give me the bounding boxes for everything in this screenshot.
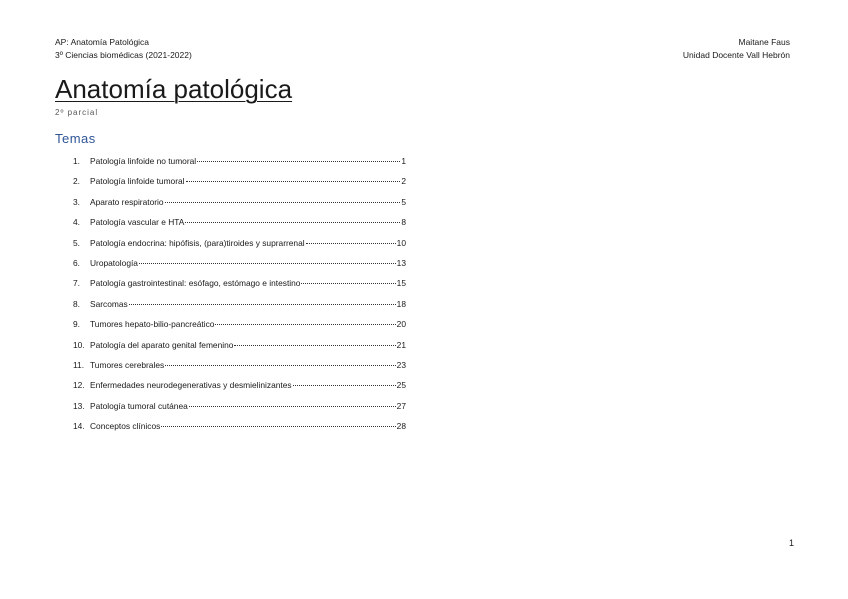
toc-entry[interactable] (73, 299, 406, 319)
toc-leader-dots (189, 406, 396, 407)
toc-entry-label[interactable]: Patología del aparato genital femenino (90, 339, 234, 350)
toc-leader-dots (197, 161, 400, 162)
toc-entry-page[interactable]: 23 (396, 359, 406, 370)
toc-entry[interactable] (73, 258, 406, 278)
toc-leader-dots (293, 385, 396, 386)
document-title: Anatomía patológica (55, 74, 293, 104)
toc-entry-label[interactable]: Patología endocrina: hipófisis, (para)tiroides y suprarrenal (90, 237, 305, 248)
toc-entry-label[interactable]: Enfermedades neurodegenerativas y desmielinizantes (90, 380, 292, 391)
toc-entry-page[interactable]: 18 (396, 298, 406, 309)
toc-leader-dots (234, 345, 395, 346)
toc-entry-page[interactable]: 1 (401, 156, 406, 166)
toc-entry-label[interactable]: Patología tumoral cutánea (90, 400, 188, 411)
toc-entry-number: 3. (73, 196, 80, 207)
toc-entry-page[interactable]: 10 (396, 237, 406, 248)
toc-entry-number: 12. (73, 380, 85, 391)
toc-entry-label[interactable]: Uropatología (90, 257, 138, 268)
toc-entry-page[interactable]: 15 (396, 278, 406, 289)
toc-entry-number: 8. (73, 298, 80, 309)
toc-entry[interactable] (73, 340, 406, 360)
toc-entry-number: 5. (73, 237, 80, 248)
section-heading: Temas (55, 131, 96, 146)
toc-entry[interactable] (73, 278, 406, 298)
toc-entry-page[interactable]: 28 (396, 421, 406, 432)
author-name: Maitane Faus (738, 37, 790, 47)
header-left (55, 36, 192, 62)
table-of-contents (73, 156, 406, 441)
toc-entry[interactable] (73, 176, 406, 196)
toc-leader-dots (301, 283, 395, 284)
toc-entry[interactable] (73, 319, 406, 339)
toc-leader-dots (165, 365, 396, 366)
toc-leader-dots (165, 202, 401, 203)
toc-entry[interactable] (73, 217, 406, 237)
teaching-unit: Unidad Docente Vall Hebrón (682, 50, 790, 60)
toc-leader-dots (306, 243, 396, 244)
toc-entry[interactable] (73, 401, 406, 421)
toc-entry-page[interactable]: 2 (401, 176, 406, 187)
toc-entry-number: 7. (73, 278, 80, 289)
toc-leader-dots (139, 263, 396, 264)
toc-leader-dots (185, 222, 400, 223)
toc-leader-dots (129, 304, 396, 305)
toc-entry-number: 6. (73, 257, 80, 268)
toc-entry-number: 13. (73, 400, 85, 411)
toc-entry-number: 9. (73, 319, 80, 330)
toc-entry-number: 2. (73, 176, 80, 187)
toc-entry-number: 11. (73, 359, 85, 370)
toc-entry-label[interactable]: Aparato respiratorio (90, 196, 164, 207)
toc-entry-label[interactable]: Tumores cerebrales (90, 359, 165, 370)
toc-entry-page[interactable]: 21 (396, 339, 406, 350)
toc-entry-label[interactable]: Patología gastrointestinal: esófago, estómago e intestino (90, 278, 301, 289)
page-number: 1 (788, 538, 794, 548)
document-subtitle: 2º parcial (55, 108, 99, 117)
toc-entry[interactable] (73, 360, 406, 380)
toc-leader-dots (161, 426, 395, 427)
toc-entry-page[interactable]: 8 (401, 217, 406, 228)
toc-entry-label[interactable]: Patología linfoide no tumoral (90, 156, 197, 166)
toc-entry[interactable] (73, 238, 406, 258)
toc-entry-number: 10. (73, 339, 85, 350)
toc-leader-dots (215, 324, 395, 325)
course-name: AP: Anatomía Patológica (55, 37, 150, 47)
course-year: 3º Ciencias biomédicas (2021-2022) (55, 50, 192, 60)
toc-entry-label[interactable]: Sarcomas (90, 298, 128, 309)
toc-entry-page[interactable]: 27 (396, 400, 406, 411)
header-right (683, 36, 790, 62)
toc-entry-page[interactable]: 5 (401, 196, 406, 207)
toc-entry[interactable] (73, 156, 406, 176)
toc-entry[interactable] (73, 421, 406, 441)
toc-entry[interactable] (73, 380, 406, 400)
toc-entry-page[interactable]: 13 (396, 257, 406, 268)
toc-leader-dots (186, 181, 401, 182)
toc-entry-label[interactable]: Tumores hepato-bilio-pancreático (90, 319, 215, 330)
toc-entry-number: 1. (73, 156, 80, 166)
toc-entry-number: 14. (73, 421, 85, 432)
toc-entry-page[interactable]: 20 (396, 319, 406, 330)
toc-entry-page[interactable]: 25 (396, 380, 406, 391)
toc-entry-label[interactable]: Conceptos clínicos (90, 421, 161, 432)
toc-entry-label[interactable]: Patología vascular e HTA (90, 217, 185, 228)
toc-entry-label[interactable]: Patología linfoide tumoral (90, 176, 185, 187)
toc-entry[interactable] (73, 197, 406, 217)
toc-entry-number: 4. (73, 217, 80, 228)
